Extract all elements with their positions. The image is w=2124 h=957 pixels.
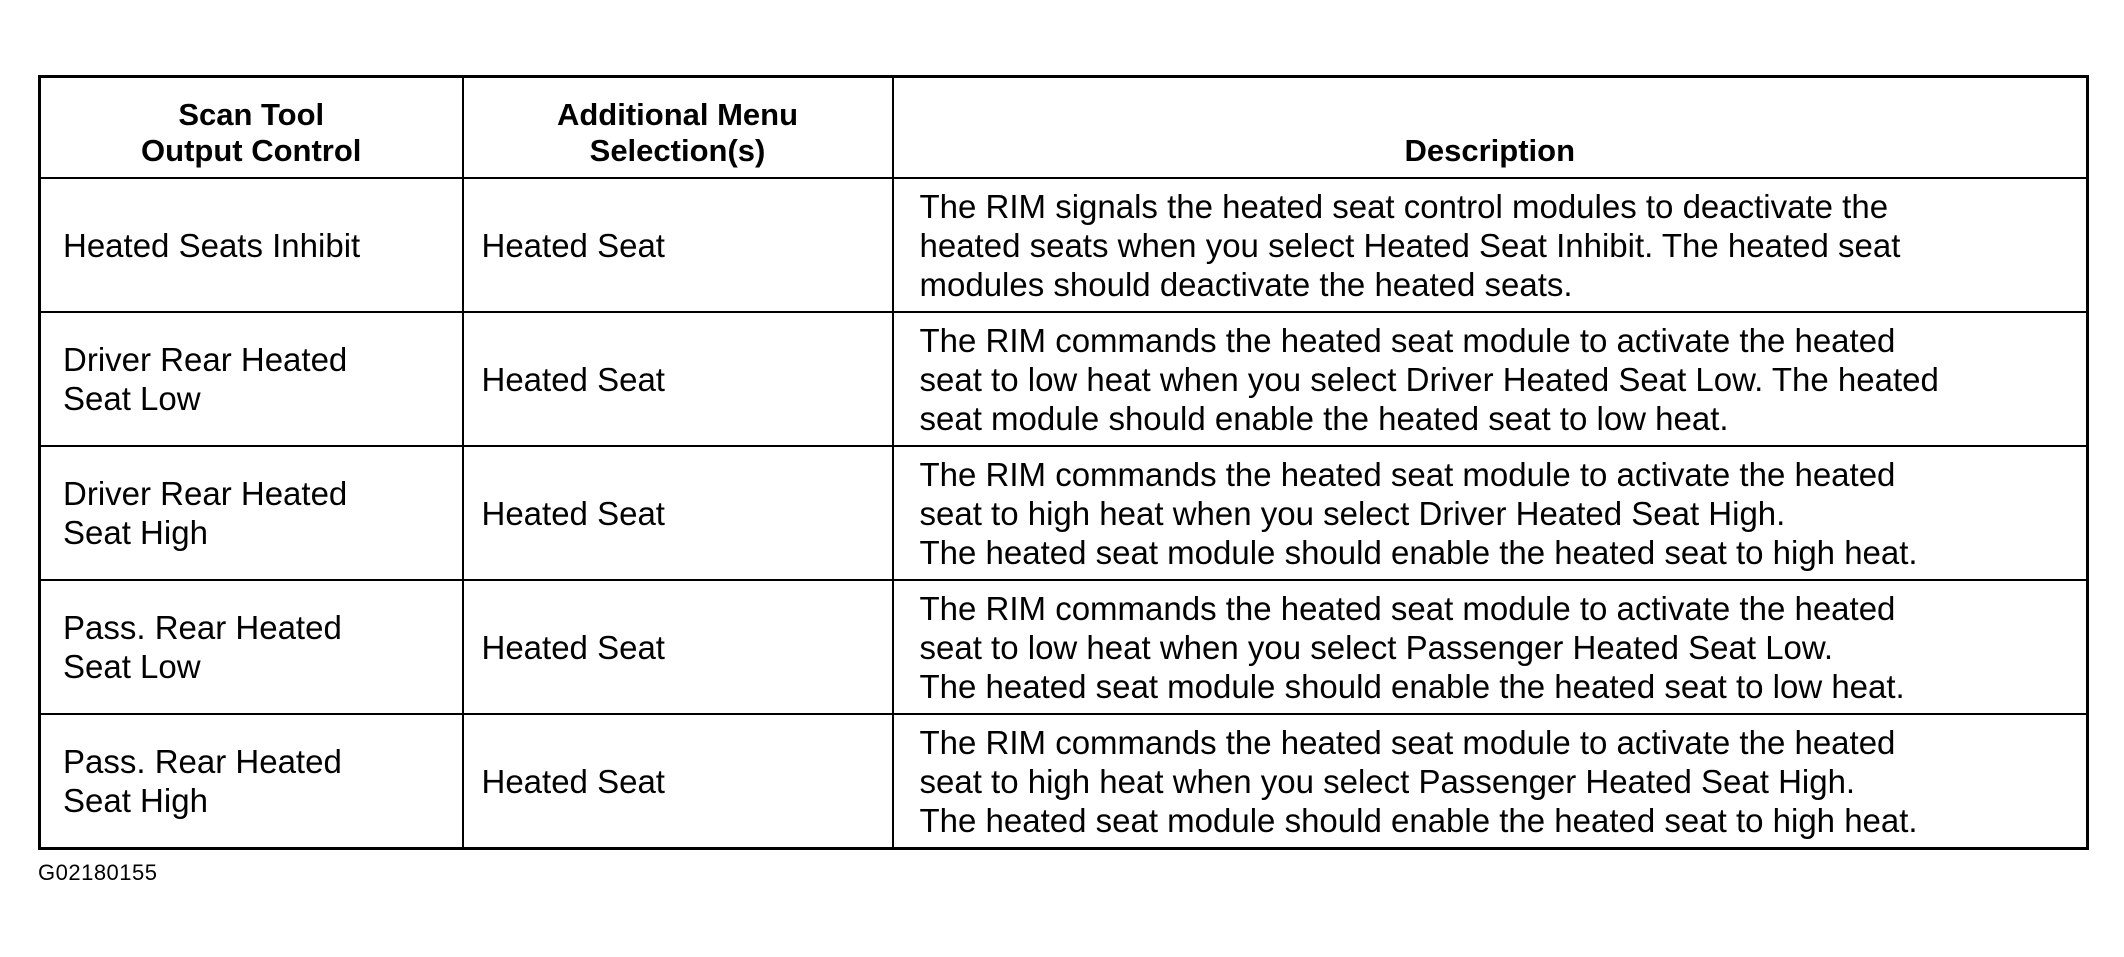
cell-line: modules should deactivate the heated seats.: [919, 265, 1573, 303]
cell-line: The heated seat module should enable the heated seat to high heat.: [919, 533, 1918, 571]
output-control-cell: [40, 580, 463, 714]
cell-line: Driver Rear Heated: [63, 475, 348, 512]
header-line: Selection(s): [589, 133, 766, 168]
scan-tool-output-control-table: [38, 75, 2089, 850]
table-row: [40, 178, 2088, 312]
table-row: [40, 714, 2088, 849]
cell-line: The RIM commands the heated seat module to activate the heated: [919, 723, 1896, 761]
cell-line: The heated seat module should enable the heated seat to low heat.: [919, 667, 1905, 705]
menu-selection-cell: Heated Seat: [463, 446, 893, 580]
description-cell: [893, 446, 2088, 580]
header-line: Output Control: [141, 133, 362, 168]
table-row: [40, 312, 2088, 446]
output-control-cell: [40, 714, 463, 849]
cell-line: seat to low heat when you select Passenger Heated Seat Low.: [919, 628, 1834, 666]
cell-line: Seat Low: [63, 648, 201, 685]
header-line: Description: [1404, 133, 1576, 168]
description-cell: [893, 178, 2088, 312]
cell-line: seat to low heat when you select Driver Heated Seat Low. The heated: [919, 360, 1939, 398]
cell-line: seat to high heat when you select Driver Heated Seat High.: [919, 494, 1786, 532]
description-cell: [893, 312, 2088, 446]
output-control-cell: [40, 178, 463, 312]
cell-line: The RIM commands the heated seat module to activate the heated: [919, 321, 1896, 359]
cell-line: heated seats when you select Heated Seat Inhibit. The heated seat: [919, 226, 1901, 264]
cell-line: Seat Low: [63, 380, 201, 417]
cell-line: The RIM signals the heated seat control modules to deactivate the: [919, 187, 1889, 225]
menu-selection-cell: Heated Seat: [463, 312, 893, 446]
header-line: Additional Menu: [556, 97, 799, 132]
cell-line: Driver Rear Heated: [63, 341, 348, 378]
menu-selection-cell: Heated Seat: [463, 714, 893, 849]
cell-line: Pass. Rear Heated: [63, 609, 342, 646]
figure-id-label: G02180155: [38, 860, 158, 885]
cell-line: seat module should enable the heated seat to low heat.: [919, 399, 1729, 437]
header-line: Scan Tool: [178, 97, 325, 132]
cell-line: Seat High: [63, 514, 208, 551]
cell-line: The RIM commands the heated seat module to activate the heated: [919, 589, 1896, 627]
table-row: [40, 446, 2088, 580]
description-cell: [893, 580, 2088, 714]
cell-line: Heated Seats Inhibit: [63, 226, 361, 264]
output-control-cell: [40, 312, 463, 446]
menu-selection-cell: Heated Seat: [463, 178, 893, 312]
table-header-row: [40, 77, 2088, 179]
cell-line: The heated seat module should enable the heated seat to high heat.: [919, 801, 1918, 839]
menu-selection-cell: Heated Seat: [463, 580, 893, 714]
cell-line: The RIM commands the heated seat module to activate the heated: [919, 455, 1896, 493]
cell-line: seat to high heat when you select Passenger Heated Seat High.: [919, 762, 1856, 800]
description-cell: [893, 714, 2088, 849]
header-description: [893, 77, 2088, 179]
output-control-cell: [40, 446, 463, 580]
header-additional-menu-selections: [463, 77, 893, 179]
cell-line: Pass. Rear Heated: [63, 743, 342, 780]
header-scan-tool-output-control: [40, 77, 463, 179]
table-row: [40, 580, 2088, 714]
cell-line: Seat High: [63, 782, 208, 819]
